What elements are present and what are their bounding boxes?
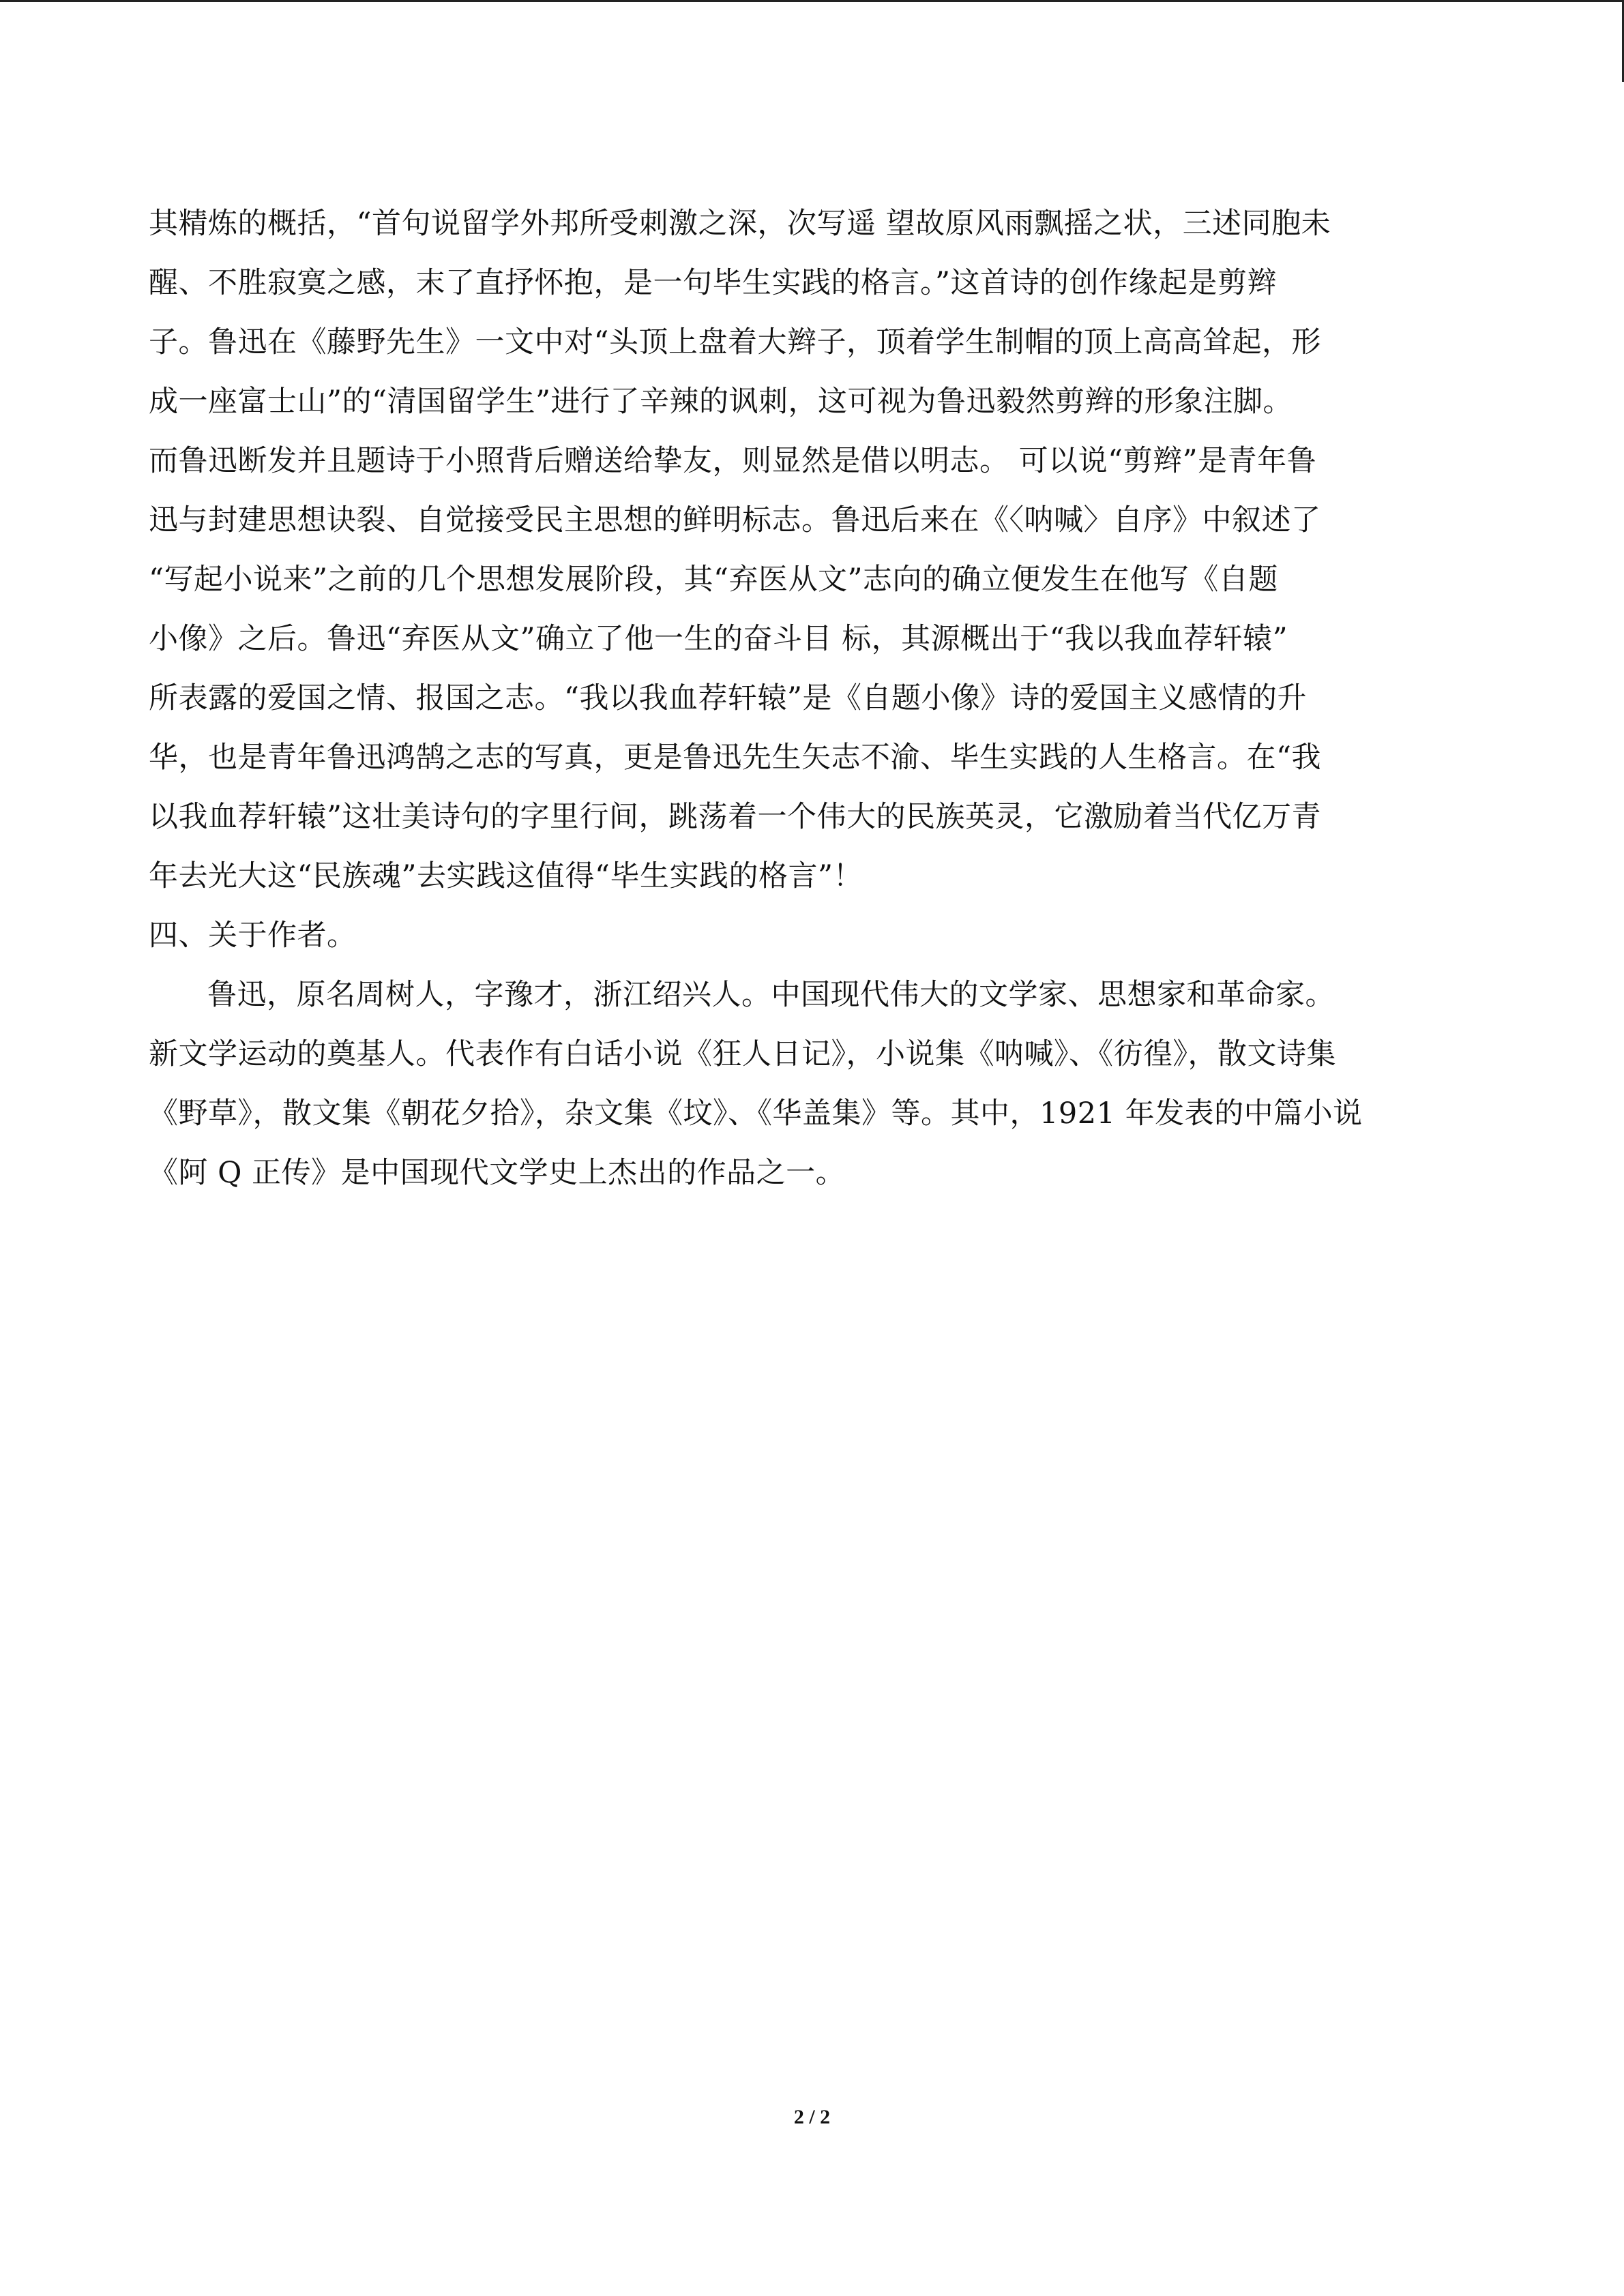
text-line: 醒、不胜寂寞之感，末了直抒怀抱，是一句毕生实践的格言。”这首诗的创作缘起是剪辫	[149, 266, 1277, 300]
document-body	[149, 205, 1486, 1213]
page-top-border	[0, 0, 1624, 2]
text-line: “写起小说来”之前的几个思想发展阶段，其“弃医从文”志向的确立便发生在他写《自题	[149, 563, 1278, 597]
text-line: 鲁迅，原名周树人，字豫才，浙江绍兴人。中国现代伟大的文学家、思想家和革命家。	[207, 978, 1335, 1012]
text-line: 新文学运动的奠基人。代表作有白话小说《狂人日记》，小说集《呐喊》、《彷徨》，散文诗集	[149, 1037, 1336, 1071]
text-line: 《阿 Q 正传》是中国现代文学史上杰出的作品之一。	[149, 1156, 846, 1190]
text-line: 《野草》，散文集《朝花夕拾》，杂文集《坟》、《华盖集》等。其中，1921 年发表的中篇小说	[149, 1097, 1363, 1131]
text-line: 子。鲁迅在《藤野先生》一文中对“头顶上盘着大辫子，顶着学生制帽的顶上高高耸起，形	[149, 325, 1321, 359]
text-line: 其精炼的概括，“首句说留学外邦所受刺激之深，次写遥 望故原风雨飘摇之状，三述同胞未	[149, 207, 1331, 241]
page-number: 2 / 2	[793, 2106, 831, 2128]
section-heading: 四、关于作者。	[149, 919, 357, 953]
text-line: 迅与封建思想诀裂、自觉接受民主思想的鲜明标志。鲁迅后来在《〈呐喊〉自序》中叙述了	[149, 503, 1321, 537]
text-line: 而鲁迅断发并且题诗于小照背后赠送给挚友，则显然是借以明志。 可以说“剪辫”是青年鲁	[149, 444, 1317, 478]
text-line: 华，也是青年鲁迅鸿鹄之志的写真，更是鲁迅先生矢志不渝、毕生实践的人生格言。在“我	[149, 741, 1321, 775]
text-line: 以我血荐轩辕”这壮美诗句的字里行间，跳荡着一个伟大的民族英灵，它激励着当代亿万青	[149, 800, 1321, 834]
text-line: 年去光大这“民族魂”去实践这值得“毕生实践的格言”！	[149, 859, 863, 893]
text-line: 所表露的爱国之情、报国之志。“我以我血荐轩辕”是《自题小像》诗的爱国主义感情的升	[149, 681, 1307, 715]
text-line: 小像》之后。鲁迅“弃医从文”确立了他一生的奋斗目 标，其源概出于“我以我血荐轩辕”	[149, 622, 1288, 656]
text-line: 成一座富士山”的“清国留学生”进行了辛辣的讽刺，这可视为鲁迅毅然剪辫的形象注脚。	[149, 385, 1293, 419]
